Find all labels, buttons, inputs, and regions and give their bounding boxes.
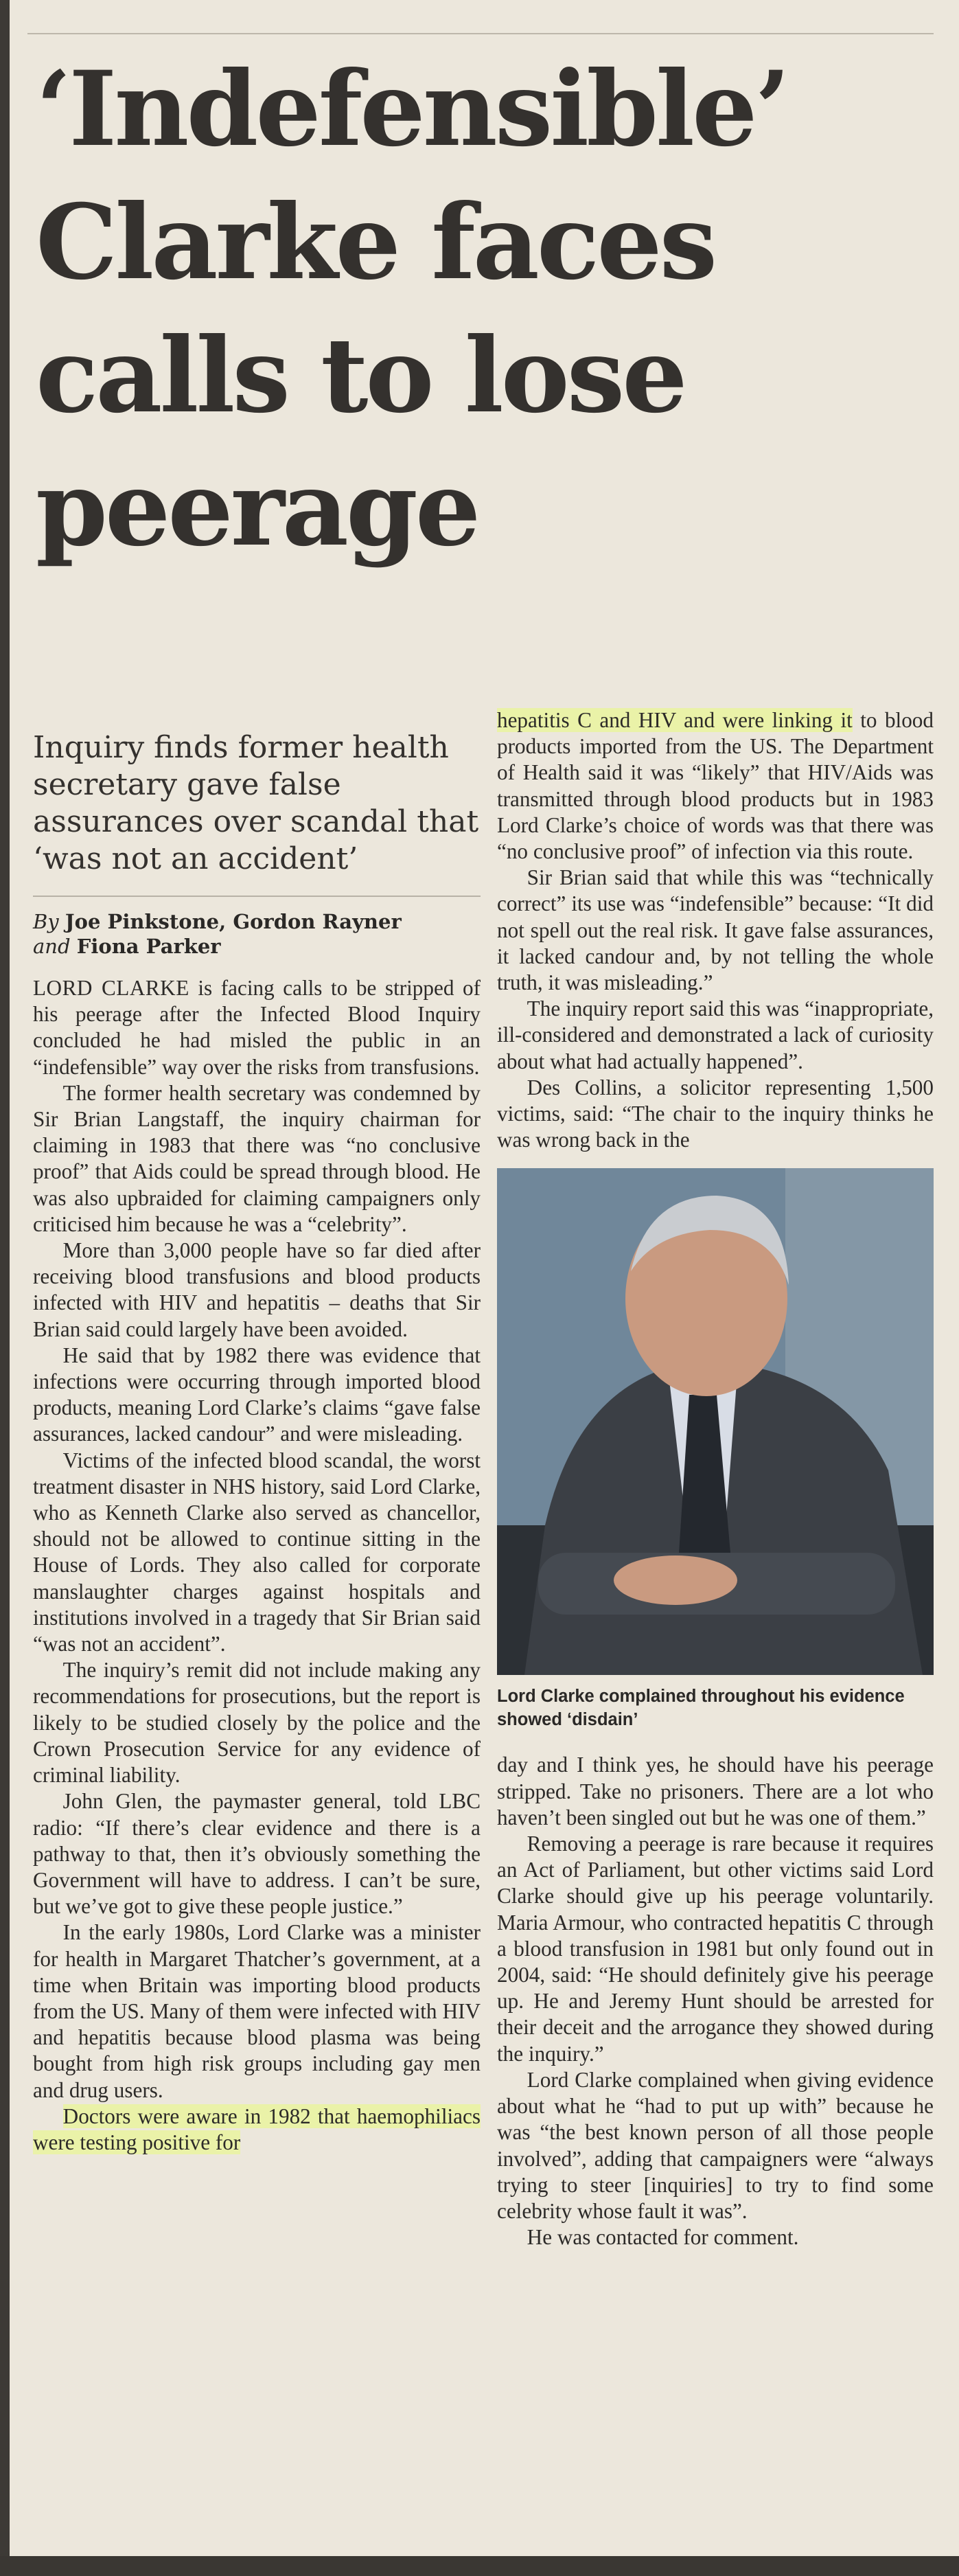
standfirst-rule <box>33 896 481 897</box>
article-paragraph-5: Victims of the infected blood scandal, the worst treatment disaster in NHS history, said Lord Clarke, who as Kenneth Clarke also served as chancellor, should not be allowed to continue sitting in the House of Lords. They also called for corporate manslaughter charges against hospitals and institutions involved in a tragedy that Sir Brian said “was not an accident”. <box>33 1448 481 1656</box>
article-paragraph-17: He was contacted for comment. <box>527 2225 799 2250</box>
article-paragraph-14: day and I think yes, he should have his peerage stripped. Take no prisoners. There are a lot who haven’t been singled out but he was one of them.” <box>497 1753 934 1830</box>
left-column <box>33 729 481 2156</box>
page-left-edge <box>0 0 10 2576</box>
photo-caption: Lord Clarke complained throughout his evidence showed ‘disdain’ <box>497 1687 905 1730</box>
headline: ‘Indefensible’ Clarke faces calls to lose peerage <box>36 49 788 569</box>
article-paragraph-8: In the early 1980s, Lord Clarke was a minister for health in Margaret Thatcher’s government, at a time when Britain was importing blood products from the US. Many of them were infected with HIV and hepatitis because blood plasma was being bought from high risk groups including gay men and drug users. <box>33 1920 481 2102</box>
page-bottom-edge <box>0 2556 959 2576</box>
article-paragraph-16: Lord Clarke complained when giving evidence about what he “had to put up with” because he was “the best known person of all those people involved”, adding that campaigners were “always trying to steer [inquiries] to try to find some celebrity whose fault it was”. <box>497 2067 934 2223</box>
article-paragraph-9 <box>33 2104 481 2156</box>
article-paragraph-1 <box>33 975 481 1080</box>
article-paragraph-6: The inquiry’s remit did not include making any recommendations for prosecutions, but the report is likely to be studied closely by the police and the Crown Prosecution Service for any evidence of criminal liability. <box>33 1658 481 1788</box>
article-paragraph-3: More than 3,000 people have so far died after receiving blood transfusions and blood products infected with HIV and hepatitis – deaths that Sir Brian said could largely have been avoided. <box>33 1238 481 1341</box>
right-column <box>497 707 934 2250</box>
byline-by: By <box>33 910 59 933</box>
byline-authors-2: Fiona Parker <box>76 935 221 958</box>
article-paragraph-11: Sir Brian said that while this was “technically correct” its use was “indefensible” because: “It did not spell out the real risk. It gave false assurances, it lacked candour and, by not telling the whole truth, it was misleading.” <box>497 865 934 995</box>
byline-authors-1: Joe Pinkstone, Gordon Rayner <box>65 910 402 933</box>
paragraph-10-text: to blood products imported from the US. The Department of Health said it was “likely” that HIV/Aids was transmitted through blood products but in 1983 Lord Clarke’s choice of words was that there was “no conclusive proof” of infection via this route. <box>497 708 934 864</box>
byline <box>33 909 481 959</box>
article-paragraph-12: The inquiry report said this was “inappropriate, ill-considered and demonstrated a lack of curiosity about what had actually happened”. <box>497 996 934 1073</box>
article-paragraph-4: He said that by 1982 there was evidence that infections were occurring through imported blood products, meaning Lord Clarke’s claims “gave false assurances, lacked candour” and were misleading. <box>33 1343 481 1446</box>
article-paragraph-13: Des Collins, a solicitor representing 1,500 victims, said: “The chair to the inquiry thinks he was wrong back in the <box>497 1075 934 1152</box>
article-paragraph-10 <box>497 707 934 865</box>
photo-lord-clarke <box>497 1168 934 1675</box>
standfirst: Inquiry finds former health secretary gave false assurances over scandal that ‘was not an accident’ <box>33 730 479 876</box>
top-rule <box>27 33 934 34</box>
highlighted-text: Doctors were aware in 1982 that haemophiliacs were testing positive for <box>33 2104 481 2154</box>
byline-and: and <box>33 935 71 958</box>
article-paragraph-2: The former health secretary was condemned by Sir Brian Langstaff, the inquiry chairman for claiming in 1983 that there was “no conclusive proof” that Aids could be spread through blood. He was also upbraided for claiming campaigners only criticised him because he was a “celebrity”. <box>33 1080 481 1236</box>
article-paragraph-7: John Glen, the paymaster general, told LBC radio: “If there’s clear evidence and there is a pathway to that, then it’s obviously something the Government will have to address. I can’t be sure, but we’ve got to give these people justice.” <box>33 1789 481 1919</box>
highlighted-text-continued: hepatitis C and HIV and were linking it <box>497 708 853 732</box>
portrait-illustration <box>497 1168 934 1675</box>
lead-caps: LORD CLARKE <box>33 976 189 1000</box>
paragraph-1-text: is facing calls to be stripped of his peerage after the Infected Blood Inquiry concluded he had misled the public in an “indefensible” way over the risks from transfusions. <box>33 976 481 1079</box>
article-paragraph-15: Removing a peerage is rare because it requires an Act of Parliament, but other victims said Lord Clarke should give up his peerage voluntarily. Maria Armour, who contracted hepatitis C through a blood transfusion in 1981 but only found out in 2004, said: “He should definitely give his peerage up. He and Jeremy Hunt should be arrested for their deceit and the arrogance they showed during the inquiry.” <box>497 1832 934 2066</box>
